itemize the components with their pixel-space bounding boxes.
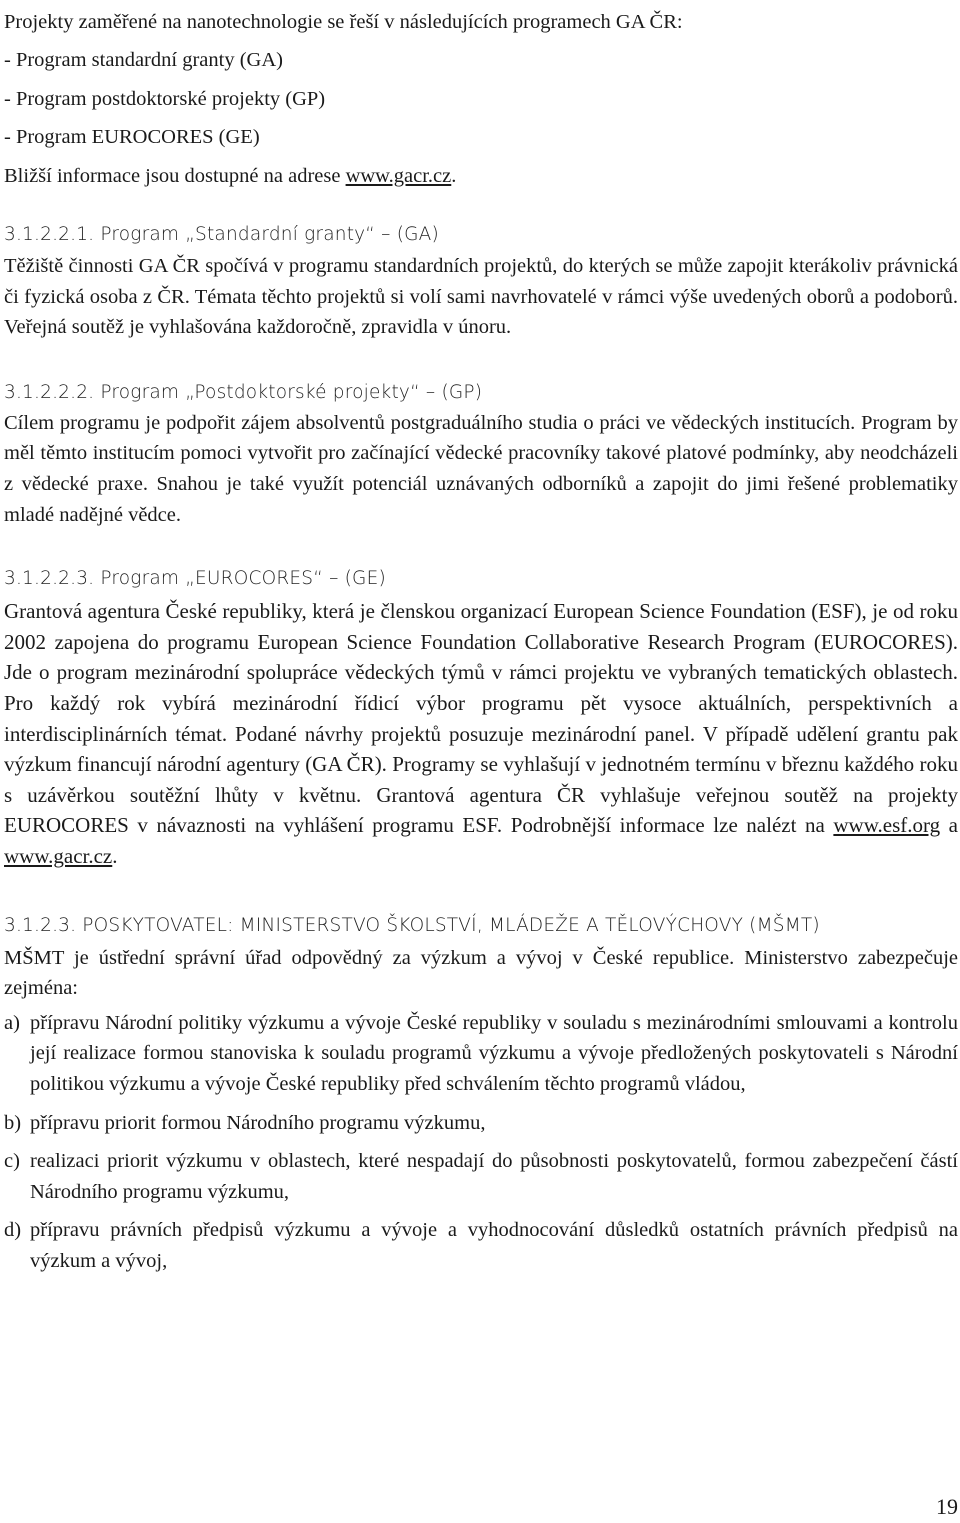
page-number: 19 [936, 1494, 958, 1519]
list-text: přípravu Národní politiky výzkumu a vývoje České republiky v souladu s mezinárodními smlouvami a kontrolu její realizace formou stanoviska k souladu programů výzkumu a vývoje předložených poskytovateli s Národní politikou výzkumu a vývoje České republiky před schválením těchto programů vládou, [30, 1011, 958, 1095]
intro-line [4, 157, 958, 195]
list-text: realizaci priorit výzkumu v oblastech, které nespadají do působnosti poskytovatelů, formou zabezpečení částí Národního programu výzkumu, [30, 1150, 958, 1203]
list-item [4, 1215, 958, 1276]
ge-conj: a [940, 813, 958, 838]
list-item [4, 1146, 958, 1207]
intro-block [4, 0, 958, 195]
esf-link[interactable]: www.esf.org [833, 813, 941, 838]
section-heading-msmt: 3.1.2.3. POSKYTOVATEL: MINISTERSTVO ŠKOLSTVÍ, MLÁDEŽE A TĚLOVÝCHOVY (MŠMT) [4, 914, 820, 936]
section-intro-msmt: MŠMT je ústřední správní úřad odpovědný za výzkum a vývoj v České republice. Ministerstvo zabezpečuje zejména: [4, 946, 958, 1000]
list-marker: c) [4, 1150, 20, 1173]
section-heading-gp: 3.1.2.2.2. Program „Postdoktorské projekty“ – (GP) [4, 381, 483, 403]
section-body-gp: Cílem programu je podpořit zájem absolventů postgraduálního studia o práci ve vědeckých institucích. Program by měl těmto institucím pomoci vytvořit pro začínající vědecké pracovníky takové platové podmínky, aby neodcházeli z vědecké praxe. Snahou je také využít potenciál uznávaných odborníků a zapojit do jimi řešené problematiky mladé nadějné vědce. [4, 411, 958, 526]
list-marker: b) [4, 1111, 22, 1134]
gacr-link[interactable]: www.gacr.cz [4, 843, 113, 868]
intro-line: - Program postdoktorské projekty (GP) [4, 87, 326, 110]
list-item [4, 1008, 958, 1100]
section-body-ga: Těžiště činnosti GA ČR spočívá v programu standardních projektů, do kterých se může zapojit kterákoliv právnická či fyzická osoba z ČR. Témata těchto projektů si volí sami navrhovatelé v rámci výše uvedených oborů a podoborů. Veřejná soutěž je vyhlašována každoročně, zpravidla v únoru. [4, 255, 958, 339]
list-marker: a) [4, 1011, 20, 1034]
ge-suffix: . [112, 843, 118, 868]
gacr-link[interactable]: www.gacr.cz [345, 164, 452, 187]
intro-line: - Program standardní granty (GA) [4, 49, 283, 72]
intro-suffix: . [451, 164, 457, 187]
list-text: přípravu právních předpisů výzkumu a vývoje a vyhodnocování důsledků ostatních právních předpisů na výzkum a vývoj, [30, 1219, 958, 1272]
ge-text: Grantová agentura České republiky, která je členskou organizací European Science Foundation (ESF), je od roku 2002 zapojena do programu European Science Foundation Collaborative Research Program (EUROCORES). Jde o program mezinárodní spolupráce vědeckých týmů v rámci projektu ve vybraných tematických oblastech. Pro každý rok vybírá mezinárodní řídicí výbor programu pět vysoce aktuálních, perspektivních a interdisciplinárních témat. Podané návrhy projektů posuzuje mezinárodní panel. V případě udělení grantu pak výzkum financují národní agentury (GA ČR). Programy se vyhlašují v jednotném termínu v březnu každého roku s uzávěrkou soutěžní lhůty v květnu. Grantová agentura ČR vyhlašuje veřejnou soutěž na projekty EUROCORES v návaznosti na vyhlášení programu ESF. Podrobnější informace lze nalézt na [4, 599, 958, 838]
msmt-list [4, 1008, 958, 1277]
section-heading-ga: 3.1.2.2.1. Program „Standardní granty“ – (GA) [4, 224, 439, 246]
section-body-ge [4, 596, 958, 871]
intro-line: Projekty zaměřené na nanotechnologie se řeší v následujících programech GA ČR: [4, 11, 683, 33]
list-marker: d) [4, 1219, 22, 1242]
intro-line: - Program EUROCORES (GE) [4, 126, 260, 149]
intro-prefix: Bližší informace jsou dostupné na adrese [4, 164, 346, 187]
list-text: přípravu priorit formou Národního programu výzkumu, [30, 1111, 486, 1134]
section-heading-ge: 3.1.2.2.3. Program „EUROCORES“ – (GE) [4, 568, 386, 590]
list-item [4, 1108, 958, 1139]
document-page [4, 0, 958, 1276]
